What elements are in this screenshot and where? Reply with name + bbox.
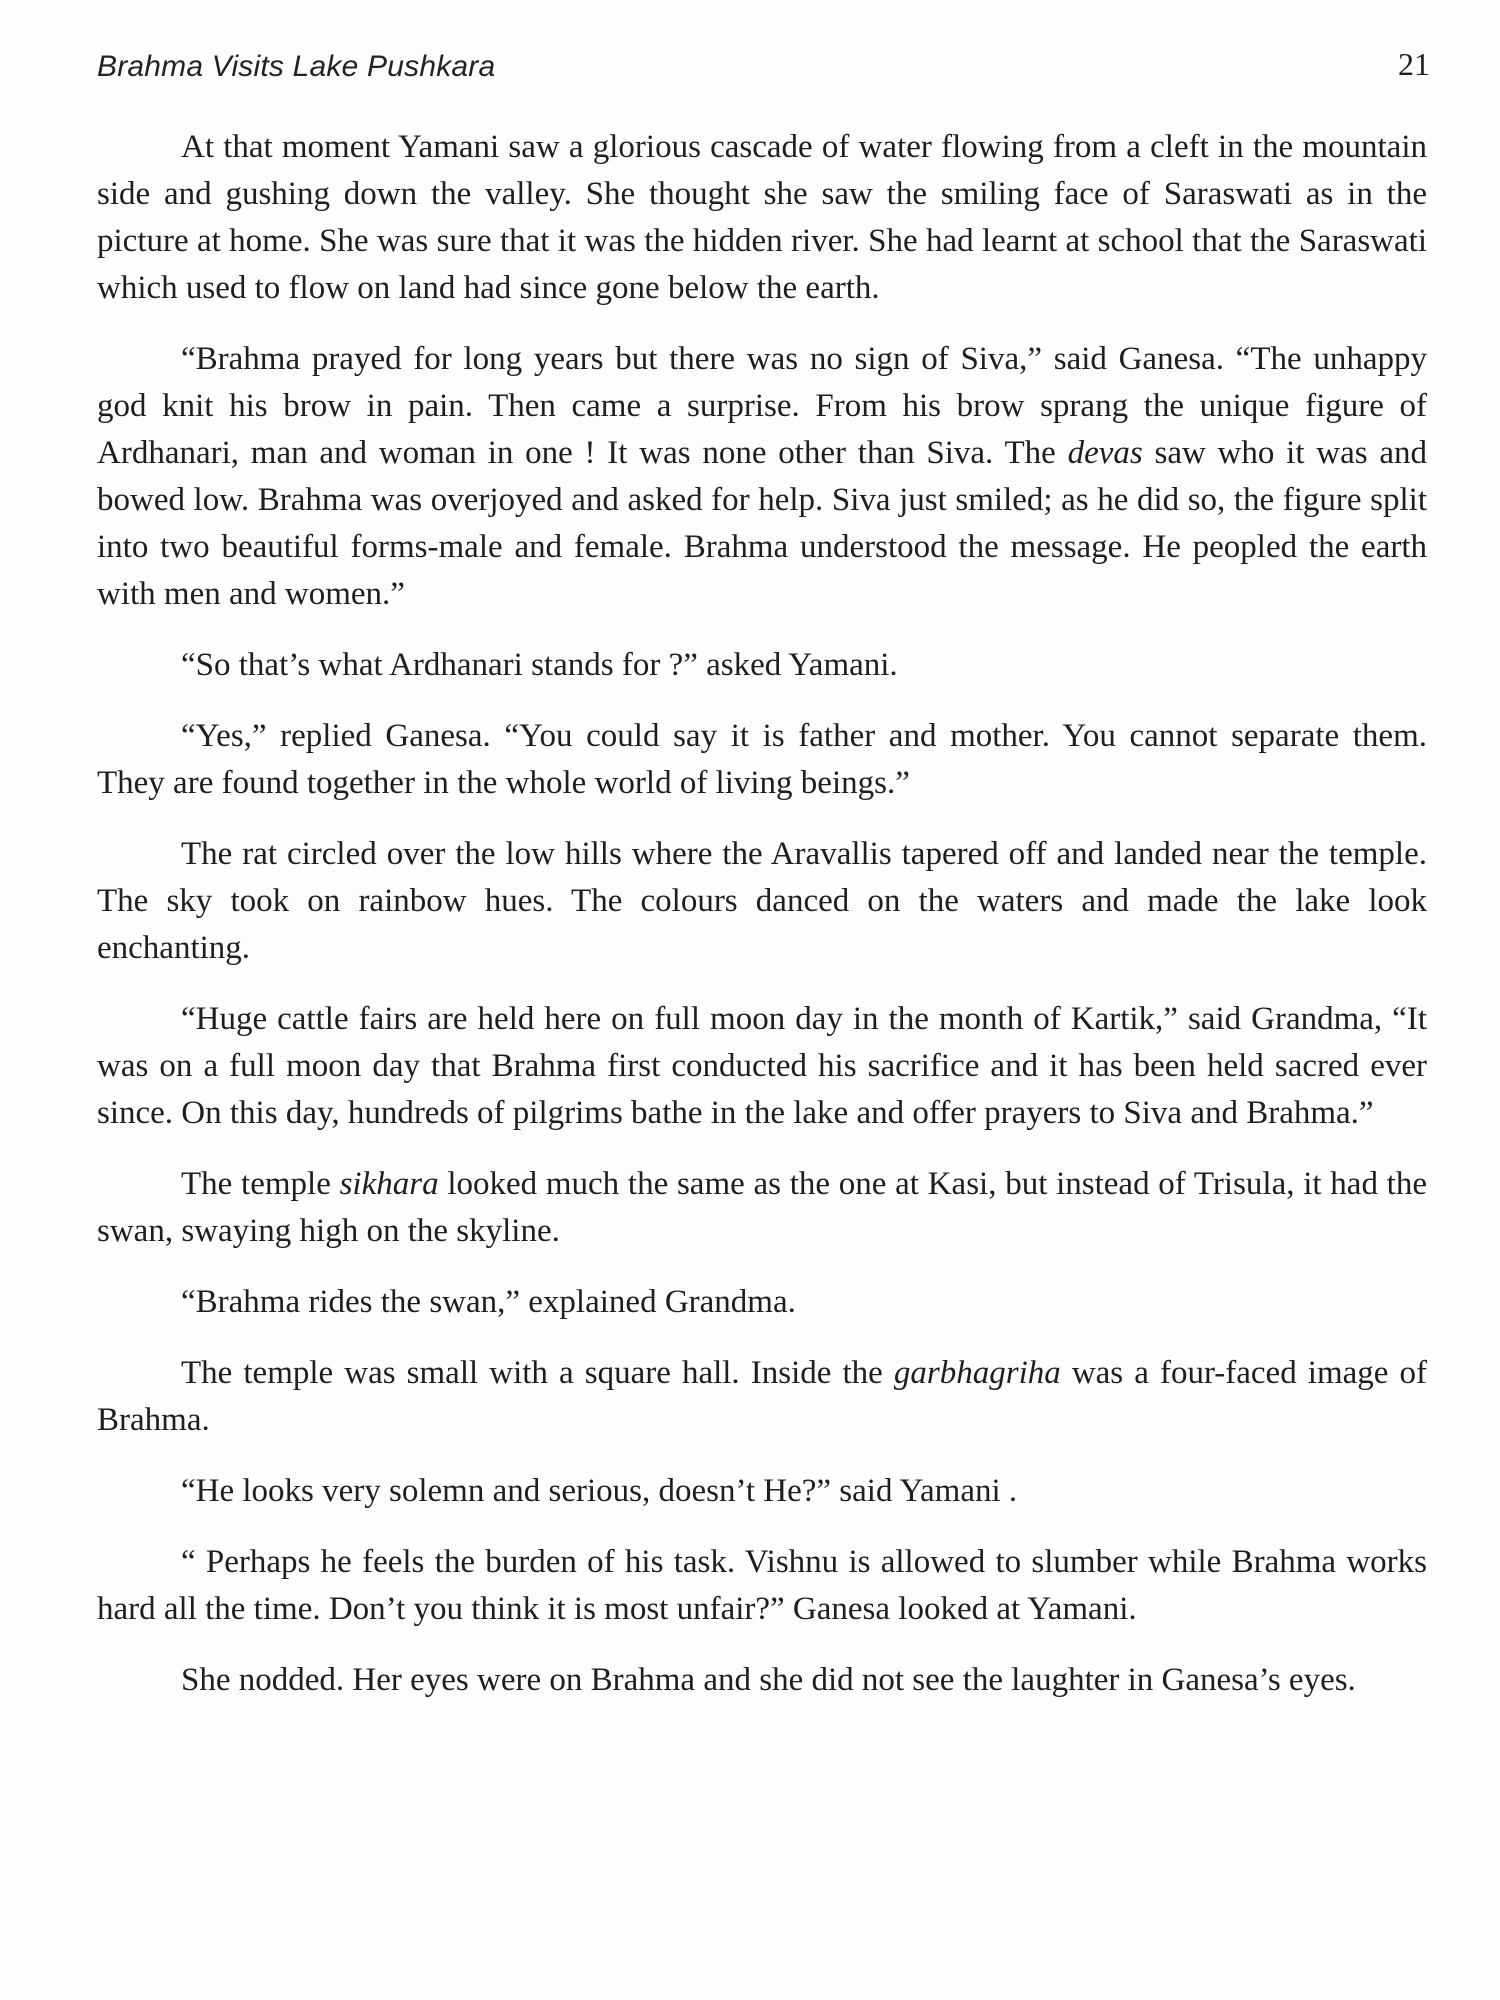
italic-term: garbhagriha [893,1355,1061,1391]
paragraph [97,1279,1427,1326]
body-text [97,124,1427,1728]
text-run: looked much the same as the one at Kasi, but instead of Trisula, it had the swan, swaying high on the skyline. [97,1166,1427,1249]
italic-term: devas [1067,435,1143,471]
paragraph [97,336,1427,618]
text-run: She nodded. Her eyes were on Brahma and she did not see the laughter in Ganesa’s eyes. [181,1662,1356,1698]
paragraph [97,124,1427,312]
paragraph [97,831,1427,972]
paragraph [97,1539,1427,1633]
text-run: The rat circled over the low hills where the Aravallis tapered off and landed near the temple. The sky took on rainbow hues. The colours danced on the waters and made the lake look enchanting. [97,836,1427,966]
paragraph [97,996,1427,1137]
paragraph [97,1468,1427,1515]
text-run: saw who it was and bowed low. Brahma was overjoyed and asked for help. Siva just smiled; as he did so, the figure split into two beautiful forms-male and female. Brahma understood the message. He peopled the earth with men and women.” [97,435,1427,612]
italic-term: sikhara [339,1166,439,1202]
text-run: “He looks very solemn and serious, doesn’t He?” said Yamani . [181,1473,1018,1509]
text-run: “So that’s what Ardhanari stands for ?” asked Yamani. [181,647,898,683]
text-run: “Huge cattle fairs are held here on full moon day in the month of Kartik,” said Grandma, “It was on a full moon day that Brahma first conducted his sacrifice and it has been held sacred ever since. On this day, hundreds of pilgrims bathe in the lake and offer prayers to Siva and Brahma.” [97,1001,1427,1131]
text-run: was a four-faced image of Brahma. [97,1355,1427,1438]
running-head-title: Brahma Visits Lake Pushkara [97,50,496,83]
text-run: At that moment Yamani saw a glorious cascade of water flowing from a cleft in the mountain side and gushing down the valley. She thought she saw the smiling face of Saraswati as in the picture at home. She was sure that it was the hidden river. She had learnt at school that the Saraswati which used to flow on land had since gone below the earth. [97,129,1427,306]
paragraph [97,1657,1427,1704]
page-number: 21 [1398,46,1430,82]
text-run: “Brahma prayed for long years but there was no sign of Siva,” said Ganesa. “The unhappy god knit his brow in pain. Then came a surprise. From his brow sprang the unique figure of Ardhanari, man and woman in one ! It was none other than Siva. The [97,341,1427,471]
text-run: The temple [181,1166,340,1202]
paragraph [97,713,1427,807]
text-run: The temple was small with a square hall. Inside the [181,1355,894,1391]
paragraph [97,1161,1427,1255]
text-run: “ Perhaps he feels the burden of his task. Vishnu is allowed to slumber while Brahma works hard all the time. Don’t you think it is most unfair?” Ganesa looked at Yamani. [97,1544,1427,1627]
text-run: “Brahma rides the swan,” explained Grandma. [181,1284,796,1320]
paragraph [97,642,1427,689]
paragraph [97,1350,1427,1444]
text-run: “Yes,” replied Ganesa. “You could say it is father and mother. You cannot separate them. They are found together in the whole world of living beings.” [97,718,1427,801]
